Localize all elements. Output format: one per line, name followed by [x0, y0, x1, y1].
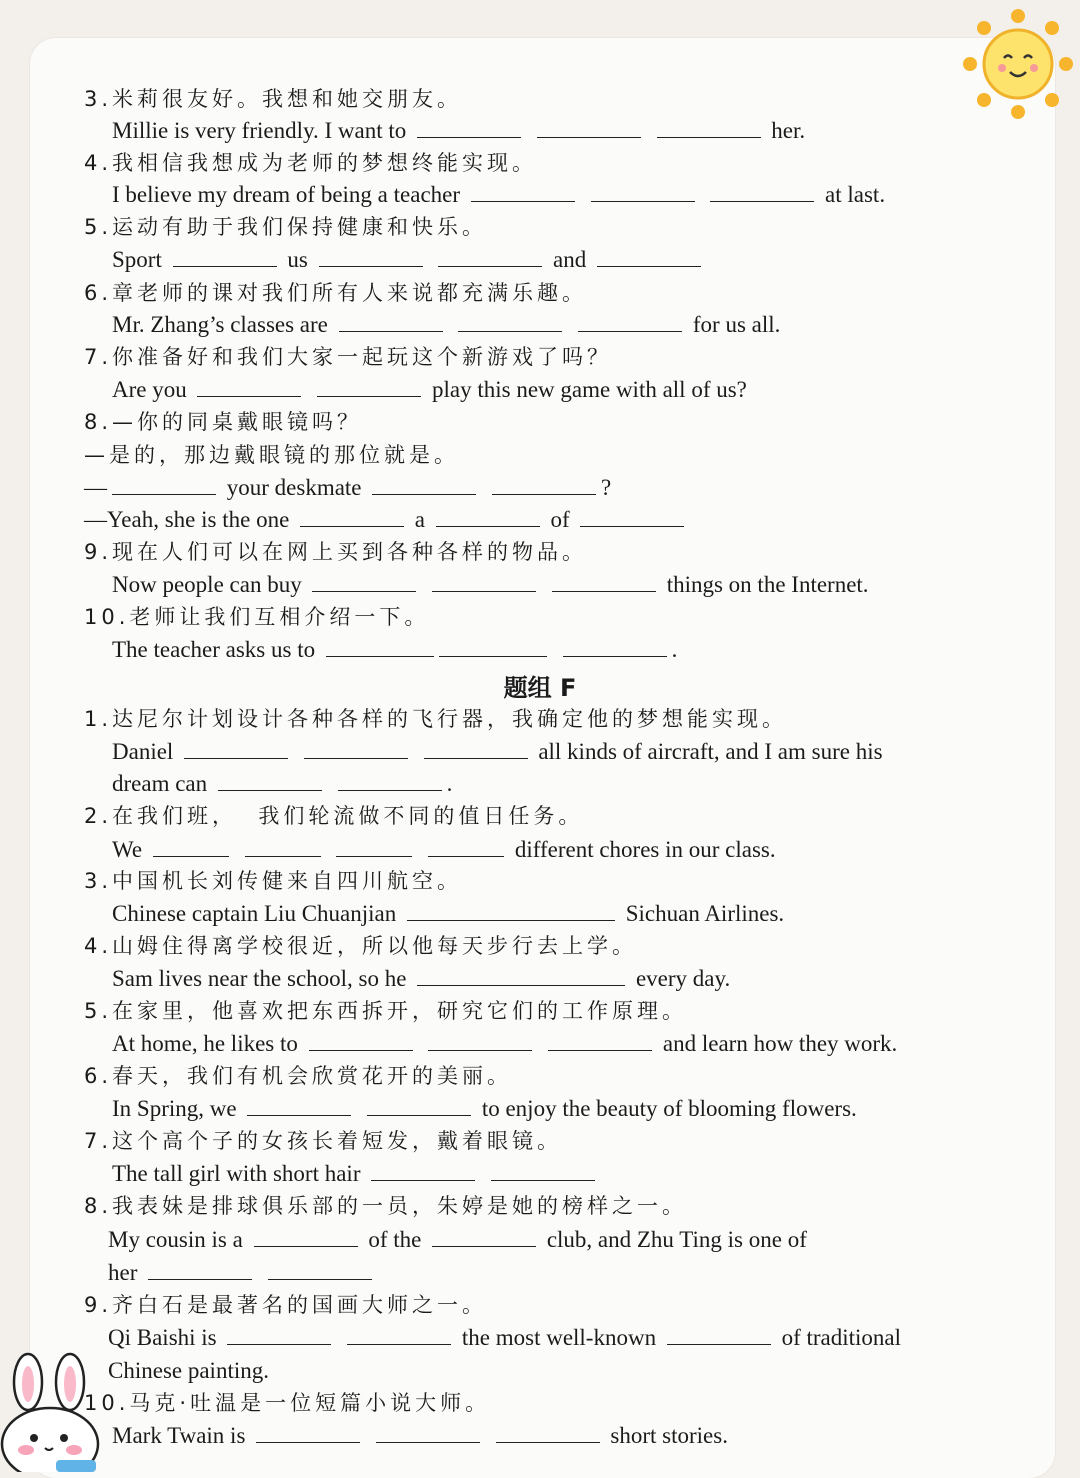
f-item-1-chinese: 1.达尼尔计划设计各种各样的飞行器，我确定他的梦想能实现。 [84, 707, 788, 731]
item-7-english: Are you play this new game with all of us? [112, 377, 747, 402]
blank[interactable] [148, 1259, 252, 1280]
item-10-english: The teacher asks us to . [112, 637, 678, 662]
blank[interactable] [657, 117, 761, 138]
blank[interactable] [432, 571, 536, 592]
blank[interactable] [580, 506, 684, 527]
item-9-english: Now people can buy things on the Internet. [112, 572, 869, 597]
blank[interactable] [428, 1030, 532, 1051]
blank[interactable] [458, 311, 562, 332]
blank[interactable] [417, 117, 521, 138]
blank[interactable] [197, 376, 301, 397]
item-8-english-reply: —Yeah, she is the one a of [84, 505, 689, 535]
blank[interactable] [537, 117, 641, 138]
f-item-8-english-cont: her [108, 1258, 377, 1288]
item-8-chinese: 8.—你的同桌戴眼镜吗？ [84, 410, 363, 434]
blank[interactable] [336, 836, 412, 857]
blank[interactable] [496, 1422, 600, 1443]
blank[interactable] [432, 1226, 536, 1247]
f-item-4-english: Sam lives near the school, so he every day. [112, 966, 731, 991]
f-item-9-english: Qi Baishi is the most well-known of traditional [108, 1325, 902, 1350]
blank[interactable] [710, 181, 814, 202]
item-5-english: Sport us and [112, 245, 706, 275]
blank[interactable] [552, 571, 656, 592]
blank[interactable] [492, 474, 596, 495]
blank[interactable] [367, 1095, 471, 1116]
blank[interactable] [218, 770, 322, 791]
blank[interactable] [326, 636, 434, 657]
blank[interactable] [312, 571, 416, 592]
blank[interactable] [491, 1160, 595, 1181]
blank[interactable] [436, 506, 540, 527]
blank[interactable] [578, 311, 682, 332]
item-7-chinese: 7.你准备好和我们大家一起玩这个新游戏了吗？ [84, 345, 613, 369]
item-6-english: Mr. Zhang’s classes are for us all. [112, 312, 781, 337]
item-9-chinese: 9.现在人们可以在网上买到各种各样的物品。 [84, 540, 588, 564]
blank[interactable] [417, 965, 625, 986]
item-8-english: — your deskmate ? [84, 475, 612, 500]
f-item-4-chinese: 4.山姆住得离学校很近，所以他每天步行去上学。 [84, 934, 638, 958]
blank[interactable] [471, 181, 575, 202]
blank[interactable] [256, 1422, 360, 1443]
f-item-2-chinese: 2.在我们班， 我们轮流做不同的值日任务。 [84, 804, 584, 828]
f-item-1-english: Daniel all kinds of aircraft, and I am sure his [112, 739, 883, 764]
blank[interactable] [254, 1226, 358, 1247]
f-item-6-english: In Spring, we to enjoy the beauty of blooming flowers. [112, 1096, 857, 1121]
f-item-9-english-cont: Chinese painting. [108, 1358, 269, 1383]
blank[interactable] [597, 246, 701, 267]
f-item-10-chinese: 10.马克·吐温是一位短篇小说大师。 [84, 1391, 491, 1415]
blank[interactable] [184, 738, 288, 759]
sun-sticker-icon [962, 8, 1074, 120]
blank[interactable] [428, 836, 504, 857]
item-10-chinese: 10.老师让我们互相介绍一下。 [84, 605, 430, 629]
blank[interactable] [563, 636, 667, 657]
blank[interactable] [317, 376, 421, 397]
f-item-7-english: The tall girl with short hair [112, 1159, 600, 1189]
item-3-chinese: 3.米莉很友好。我想和她交朋友。 [84, 87, 463, 111]
f-item-9-chinese: 9.齐白石是最著名的国画大师之一。 [84, 1293, 488, 1317]
blank[interactable] [319, 246, 423, 267]
f-item-8-chinese: 8.我表妹是排球俱乐部的一员，朱婷是她的榜样之一。 [84, 1194, 688, 1218]
item-3-english: Millie is very friendly. I want to her. [112, 118, 806, 143]
f-item-7-chinese: 7.这个高个子的女孩长着短发，戴着眼镜。 [84, 1129, 563, 1153]
blank[interactable] [591, 181, 695, 202]
blank[interactable] [407, 900, 615, 921]
blank[interactable] [300, 506, 404, 527]
f-item-8-english: My cousin is a of the club, and Zhu Ting is one of [108, 1227, 807, 1252]
f-item-5-english: At home, he likes to and learn how they work. [112, 1031, 898, 1056]
section-title: 题组 F [503, 674, 577, 702]
blank[interactable] [227, 1324, 331, 1345]
blank[interactable] [173, 246, 277, 267]
blank[interactable] [347, 1324, 451, 1345]
f-item-2-english: We different chores in our class. [112, 837, 776, 862]
blank[interactable] [372, 474, 476, 495]
blank[interactable] [438, 246, 542, 267]
f-item-3-chinese: 3.中国机长刘传健来自四川航空。 [84, 869, 463, 893]
item-8-chinese-reply: —是的，那边戴眼镜的那位就是。 [84, 443, 459, 467]
f-item-6-chinese: 6.春天，我们有机会欣赏花开的美丽。 [84, 1064, 513, 1088]
blank[interactable] [667, 1324, 771, 1345]
f-item-1-english-cont: dream can . [112, 771, 453, 796]
item-4-english: I believe my dream of being a teacher at last. [112, 182, 886, 207]
blank[interactable] [376, 1422, 480, 1443]
blank[interactable] [338, 770, 442, 791]
blank[interactable] [304, 738, 408, 759]
blank[interactable] [112, 474, 216, 495]
blank[interactable] [309, 1030, 413, 1051]
blank[interactable] [247, 1095, 351, 1116]
item-6-chinese: 6.章老师的课对我们所有人来说都充满乐趣。 [84, 281, 588, 305]
f-item-5-chinese: 5.在家里，他喜欢把东西拆开，研究它们的工作原理。 [84, 999, 688, 1023]
blank[interactable] [245, 836, 321, 857]
item-5-chinese: 5.运动有助于我们保持健康和快乐。 [84, 215, 488, 239]
blank[interactable] [548, 1030, 652, 1051]
blank[interactable] [371, 1160, 475, 1181]
blank[interactable] [268, 1259, 372, 1280]
blank[interactable] [153, 836, 229, 857]
blank[interactable] [424, 738, 528, 759]
f-item-3-english: Chinese captain Liu Chuanjian Sichuan Airlines. [112, 901, 785, 926]
f-item-10-english: Mark Twain is short stories. [112, 1423, 728, 1448]
blank[interactable] [439, 636, 547, 657]
blank[interactable] [339, 311, 443, 332]
item-4-chinese: 4.我相信我想成为老师的梦想终能实现。 [84, 151, 538, 175]
